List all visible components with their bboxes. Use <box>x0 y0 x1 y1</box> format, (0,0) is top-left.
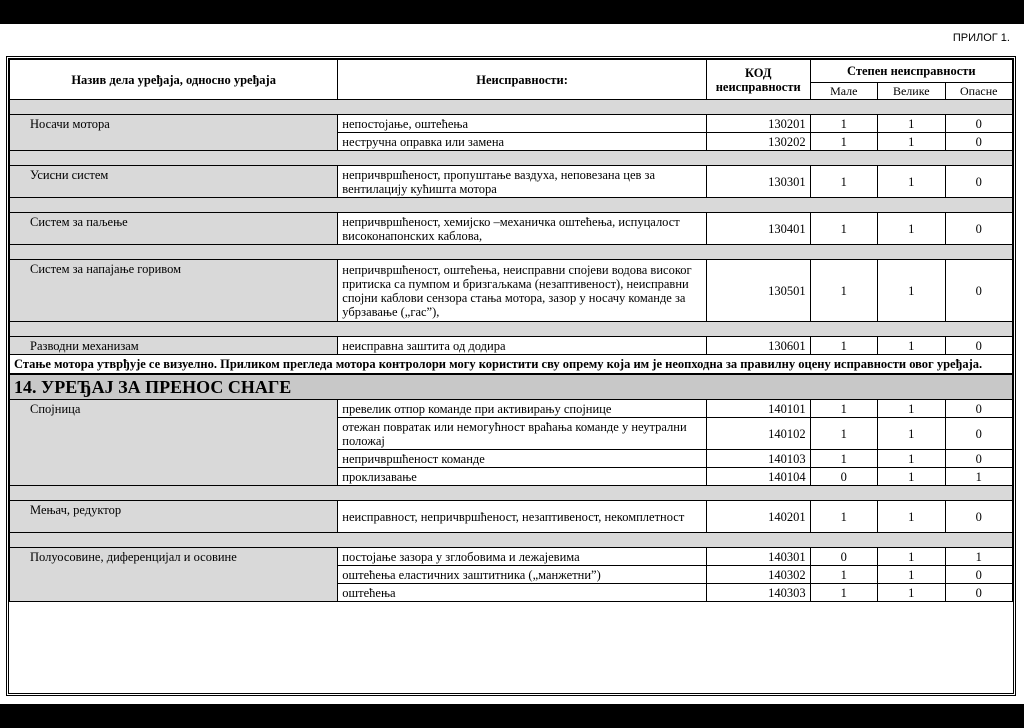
table-row <box>10 213 1013 245</box>
degree-small: 1 <box>810 260 877 322</box>
fault-description: постојање зазора у зглобовима и лежајевима <box>338 548 707 566</box>
fault-description: непостојање, оштећења <box>338 115 707 133</box>
degree-big: 1 <box>878 166 945 198</box>
group-separator <box>10 245 1013 260</box>
degree-small: 1 <box>810 566 877 584</box>
fault-description: неисправна заштита од додира <box>338 337 707 355</box>
degree-big: 1 <box>878 133 945 151</box>
fault-description: нестручна оправка или замена <box>338 133 707 151</box>
fault-code: 140303 <box>706 584 810 602</box>
fault-code: 140101 <box>706 400 810 418</box>
degree-small: 1 <box>810 450 877 468</box>
degree-big: 1 <box>878 260 945 322</box>
fault-description: оштећења <box>338 584 707 602</box>
part-name: Разводни механизам <box>10 337 338 355</box>
table-row <box>10 260 1013 322</box>
header-degree-danger: Опасне <box>945 83 1013 100</box>
part-name: Усисни систем <box>10 166 338 198</box>
degree-big: 1 <box>878 468 945 486</box>
degree-danger: 0 <box>945 260 1013 322</box>
table-row <box>10 548 1013 566</box>
part-name: Полуосовине, диференцијал и осовине <box>10 548 338 602</box>
table-row <box>10 166 1013 198</box>
degree-small: 1 <box>810 115 877 133</box>
degree-small: 1 <box>810 166 877 198</box>
fault-description: непричвршћеност, оштећења, неисправни спојеви водова високог притиска са пумпом и бризгаљкама (незаптивеност), неисправни спојни каблови сензора стања мотора, зазор у носачу команде за убрзавање („гас”), <box>338 260 707 322</box>
group-separator <box>10 100 1013 115</box>
degree-danger: 0 <box>945 133 1013 151</box>
degree-danger: 1 <box>945 548 1013 566</box>
degree-danger: 0 <box>945 115 1013 133</box>
group-separator <box>10 151 1013 166</box>
degree-danger: 0 <box>945 450 1013 468</box>
fault-code: 130201 <box>706 115 810 133</box>
part-name: Мењач, редуктор <box>10 501 338 533</box>
group-separator <box>10 533 1013 548</box>
degree-big: 1 <box>878 584 945 602</box>
table-row <box>10 115 1013 133</box>
fault-code: 130401 <box>706 213 810 245</box>
fault-code: 140201 <box>706 501 810 533</box>
degree-small: 1 <box>810 213 877 245</box>
header-degree: Степен неисправности <box>810 60 1012 83</box>
table-row <box>10 400 1013 418</box>
part-name: Спојница <box>10 400 338 486</box>
degree-small: 1 <box>810 133 877 151</box>
degree-big: 1 <box>878 213 945 245</box>
header-part: Назив дела уређаја, односно уређаја <box>10 60 338 100</box>
fault-code: 130301 <box>706 166 810 198</box>
part-name: Систем за напајање горивом <box>10 260 338 322</box>
degree-danger: 1 <box>945 468 1013 486</box>
degree-small: 1 <box>810 400 877 418</box>
fault-code: 140301 <box>706 548 810 566</box>
degree-small: 0 <box>810 468 877 486</box>
degree-danger: 0 <box>945 213 1013 245</box>
fault-code: 140102 <box>706 418 810 450</box>
group-separator <box>10 322 1013 337</box>
section-title: 14. УРЕЂАЈ ЗА ПРЕНОС СНАГЕ <box>10 374 1013 400</box>
degree-danger: 0 <box>945 501 1013 533</box>
table-row <box>10 501 1013 533</box>
degree-big: 1 <box>878 450 945 468</box>
part-name: Носачи мотора <box>10 115 338 151</box>
appendix-label: ПРИЛОГ 1. <box>952 32 1010 44</box>
fault-description: непричвршћеност, пропуштање ваздуха, неповезана цев за вентилацију кућишта мотора <box>338 166 707 198</box>
degree-danger: 0 <box>945 337 1013 355</box>
degree-big: 1 <box>878 337 945 355</box>
group-block-14 <box>10 400 1013 602</box>
fault-description: проклизавање <box>338 468 707 486</box>
group-separator <box>10 486 1013 501</box>
table-row <box>10 337 1013 355</box>
header-degree-small: Мале <box>810 83 877 100</box>
degree-small: 0 <box>810 548 877 566</box>
fault-code: 140103 <box>706 450 810 468</box>
fault-code: 130501 <box>706 260 810 322</box>
fault-description: непричвршћеност, хемијско –механичка оштећења, испуцалост високонапонских каблова, <box>338 213 707 245</box>
group-separator <box>10 198 1013 213</box>
fault-description: непричвршћеност команде <box>338 450 707 468</box>
fault-code: 130601 <box>706 337 810 355</box>
degree-big: 1 <box>878 501 945 533</box>
fault-code: 130202 <box>706 133 810 151</box>
fault-description: неисправност, непричвршћеност, незаптивеност, некомплетност <box>338 501 707 533</box>
degree-small: 1 <box>810 418 877 450</box>
degree-danger: 0 <box>945 418 1013 450</box>
fault-description: оштећења еластичних заштитника („манжетни”) <box>338 566 707 584</box>
note-text: Стање мотора утврђује се визуелно. Приликом прегледа мотора контролори могу користити сву опрему која им је неопходна за правилну оцену исправности овог уређаја. <box>10 355 1013 375</box>
fault-description: отежан повратак или немогућност враћања команде у неутрални положај <box>338 418 707 450</box>
degree-danger: 0 <box>945 584 1013 602</box>
degree-big: 1 <box>878 548 945 566</box>
header-fault: Неисправности: <box>338 60 707 100</box>
fault-description: превелик отпор команде при активирању спојнице <box>338 400 707 418</box>
degree-big: 1 <box>878 115 945 133</box>
header-degree-big: Велике <box>878 83 945 100</box>
table-frame <box>6 56 1016 696</box>
degree-danger: 0 <box>945 566 1013 584</box>
group-block-13 <box>10 100 1013 355</box>
degree-danger: 0 <box>945 166 1013 198</box>
fault-code: 140302 <box>706 566 810 584</box>
fault-code: 140104 <box>706 468 810 486</box>
degree-big: 1 <box>878 400 945 418</box>
degree-big: 1 <box>878 418 945 450</box>
header-code: КОД неисправности <box>706 60 810 100</box>
degree-small: 1 <box>810 337 877 355</box>
degree-small: 1 <box>810 501 877 533</box>
document-page <box>0 24 1024 704</box>
degree-small: 1 <box>810 584 877 602</box>
defects-table <box>9 59 1013 602</box>
degree-danger: 0 <box>945 400 1013 418</box>
part-name: Систем за паљење <box>10 213 338 245</box>
note-block <box>10 355 1013 400</box>
degree-big: 1 <box>878 566 945 584</box>
